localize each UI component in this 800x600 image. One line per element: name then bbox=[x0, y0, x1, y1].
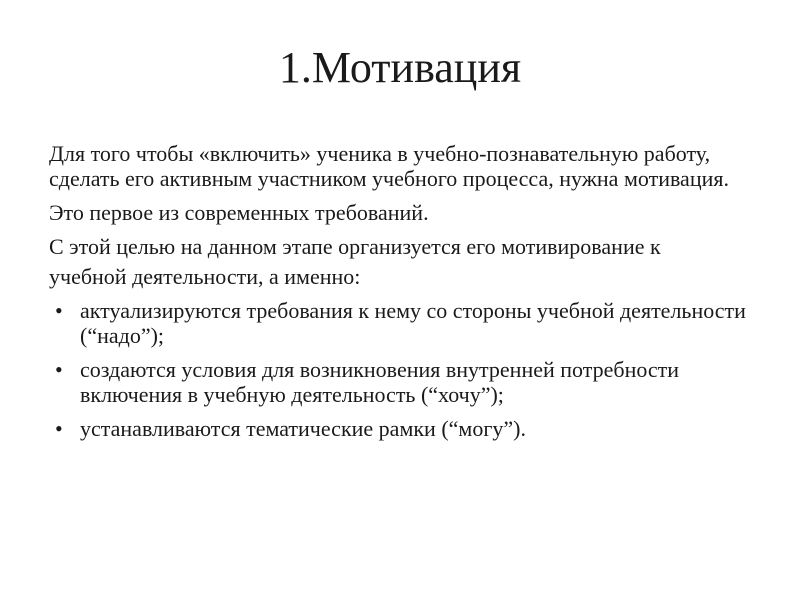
paragraph-motivation-purpose: С этой целью на данном этапе организуется его мотивирование к bbox=[49, 234, 661, 259]
bullet-list bbox=[49, 298, 769, 441]
bullet-dot-icon: • bbox=[55, 357, 63, 382]
slide-title: 1.Мотивация bbox=[278, 43, 522, 92]
slide-content bbox=[49, 141, 769, 450]
paragraph-learning-activity: учебной деятельности, а именно: bbox=[49, 264, 361, 289]
bullet-item-can bbox=[49, 416, 769, 441]
bullet-text: актуализируются требования к нему со стороны учебной деятельности (“надо”); bbox=[80, 298, 746, 348]
bullet-text: создаются условия для возникновения внутренней потребности включения в учебную деятельность (“хочу”); bbox=[80, 357, 680, 407]
bullet-item-need bbox=[49, 298, 769, 348]
paragraph-intro: Для того чтобы «включить» ученика в учебно-познавательную работу, сделать его активным участником учебного процесса, нужна мотивация. bbox=[49, 141, 729, 191]
paragraph-first-requirement: Это первое из современных требований. bbox=[49, 200, 429, 225]
bullet-dot-icon: • bbox=[55, 298, 63, 323]
bullet-dot-icon: • bbox=[55, 416, 63, 441]
bullet-item-want bbox=[49, 357, 769, 407]
bullet-text: устанавливаются тематические рамки (“могу”). bbox=[80, 416, 526, 441]
